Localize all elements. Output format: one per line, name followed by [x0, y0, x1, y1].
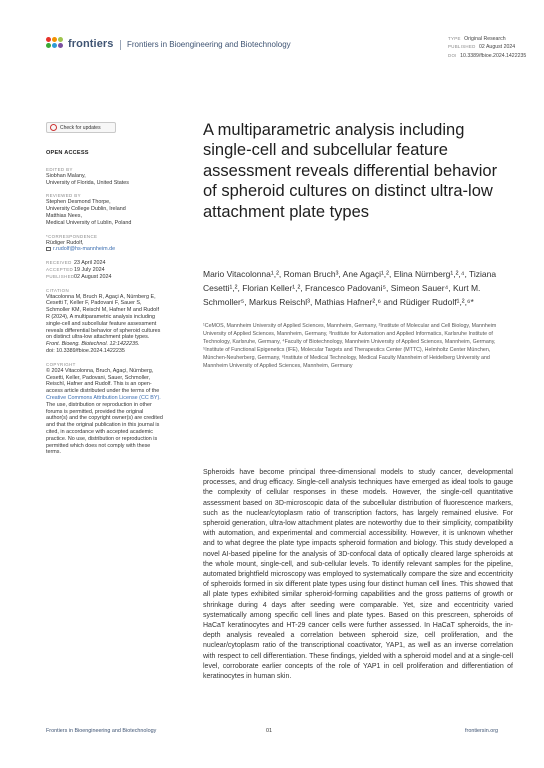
check-updates-icon [50, 124, 57, 131]
citation-doi[interactable]: doi: 10.3389/fbioe.2024.1422235 [46, 347, 125, 354]
correspondence-email[interactable]: r.rudolf@hs-mannheim.de [53, 246, 116, 253]
doi-value[interactable]: 10.3389/fbioe.2024.1422235 [460, 52, 527, 59]
article-sidebar [46, 150, 164, 463]
open-access-label: OPEN ACCESS [46, 150, 89, 156]
citation-journal: Front. Bioeng. Biotechnol. 12:1422235. [46, 341, 140, 348]
correspondence-block [46, 234, 164, 254]
frontiers-logo-icon [46, 37, 64, 51]
received-label: RECEIVED [46, 260, 72, 266]
logo-dot [46, 37, 51, 42]
reviewer-affiliation: University College Dublin, Ireland [46, 206, 126, 213]
type-value: Original Research [464, 36, 506, 42]
accepted-label: ACCEPTED [46, 266, 74, 272]
copyright-label: COPYRIGHT [46, 361, 76, 367]
citation-text: Vitacolonna M, Bruch R, Agaçi A, Nürnberg E, Cesetti T, Keller F, Padovani F, Sauer S, Schmoller KM, Reischl M, Hafner M and Rudolf R (2024), A multiparametric analysis including single-cell and subcellular feature assessment reveals differential behavior of spheroid cultures on distinct ultra-low attachment plate types. [46, 293, 161, 341]
accepted-date: 19 July 2024 [74, 266, 105, 273]
published-value: 02 August 2024 [479, 44, 516, 51]
edited-by-block [46, 167, 164, 187]
logo-text: frontiers [68, 38, 114, 50]
published-label: PUBLISHED [46, 273, 75, 279]
reviewed-by-label: REVIEWED BY [46, 193, 81, 199]
journal-name[interactable]: Frontiers in Bioengineering and Biotechnology [120, 40, 291, 50]
editor-affiliation: University of Florida, United States [46, 179, 129, 186]
page-number: 01 [266, 728, 272, 734]
copyright-block [46, 362, 164, 456]
check-updates-label: Check for updates [60, 124, 101, 131]
affiliations: ¹CeMOS, Mannheim University of Applied Sciences, Mannheim, Germany, ²Institute of Molecular and Cell Biology, Mannheim University of Applied Sciences, Mannheim, Germany, ³Institute for Automation and Applied Informatics, Karlsruhe Institute of Technology, Karlsruhe, Germany, ⁴Faculty of Biotechnology, Mannheim University of Applied Sciences, Mannheim, Germany, ⁵Institute of Functional Epigenetics (IFE), Molecular Targets and Therapeutics Center (MTTC), Helmholtz Center München, München-Neuherberg, Germany, ⁶Institute of Medical Technology, Medical Faculty Mannheim of Heidelberg University and Mannheim University of Applied Sciences, Mannheim, Germany [203, 323, 497, 369]
dates-block [46, 260, 164, 280]
doi-key: DOI [448, 52, 457, 58]
copyright-text: © 2024 Vitacolonna, Bruch, Agaçi, Nürnberg, Cesetti, Keller, Padovani, Sauer, Schmoller, Reischl, Hafner and Rudolf. This is an open-access article distributed under the terms of the [46, 367, 160, 395]
license-link[interactable]: Creative Commons Attribution License (CC BY). [46, 394, 161, 401]
abstract-text: Spheroids have become principal three-dimensional models to study cancer, developmental processes, and drug efficacy. Single-cell analysis techniques have emerged as ideal tools to gauge the complexity of cellular responses in these models. However, the single-cell quantitative assessment based on 3D-microscopic data of the subcellular distribution of fluorescence markers, such as the nuclear/cytoplasm ratio of transcription factors, has largely remained elusive. For spheroid generation, ultra-low attachment plates are noteworthy due to their simplicity, compatibility with automation, and experimental and commercial accessibility. However, it is unknown whether and to what degree the plate type impacts spheroid formation and biology. This study developed a novel AI-based pipeline for the analysis of 3D-confocal data of optically cleared large spheroids at the whole mount, single-cell, and sub-cellular levels. To identify relevant samples for the pipeline, automated brightfield microscopy was employed to systematically compare the size and eccentricity of spheroids formed in six different plate types using four distinct human cell lines. This showed that all plate types exhibited similar spheroid-forming capabilities and the gross patterns of growth or shrinkage during 4 days after seeding were comparable. Yet, size and eccentricity varied systematically among specific cell lines and plate types. Based on this prescreen, spheroids of HaCaT keratinocytes and HT-29 cancer cells were further assessed. In HaCaT spheroids, the in-depth analysis revealed a correlation between spheroid size, cell proliferation, and the nuclear/cytoplasm ratio of the transcriptional coactivator, YAP1, as well as an inverse correlation with respect to cell differentiation. These findings, yielded with a spheroid model and at a single-cell level, corroborate earlier concepts of the role of YAP1 in cell proliferation and differentiation of keratinocytes in human skin. [203, 469, 513, 681]
footer-site[interactable]: frontiersin.org [465, 728, 498, 734]
page-header [46, 35, 527, 59]
frontiers-logo[interactable] [46, 37, 114, 51]
logo-dot [46, 43, 51, 48]
author-list: Mario Vitacolonna¹,², Roman Bruch³, Ane Agaçi¹,², Elina Nürnberg¹,²,⁴, Tiziana Cesetti¹,², Florian Keller¹,², Francesco Padovani⁵, Simeon Sauer⁴, Kurt M. Schmoller⁵, Markus Reischl³, Mathias Hafner²,⁶ and Rüdiger Rudolf¹,²,⁶* [203, 269, 497, 307]
email-icon [46, 247, 51, 251]
type-key: TYPE [448, 36, 461, 41]
edited-by-label: EDITED BY [46, 166, 73, 172]
logo-dot [58, 37, 63, 42]
article-title: A multiparametric analysis including single-cell and subcellular feature assessment reveals differential behavior of spheroid cultures on distinct ultra-low attachment plate types [203, 121, 498, 221]
logo-dot [52, 43, 57, 48]
published-key: PUBLISHED [448, 44, 476, 50]
copyright-terms: The use, distribution or reproduction in other forums is permitted, provided the original author(s) and the copyright owner(s) are credited and that the original publication in this journal is cited, in accordance with accepted academic practice. No use, distribution or reproduction is permitted which does not comply with these terms. [46, 401, 163, 456]
reviewed-by-block [46, 193, 164, 226]
correspondence-name: Rüdiger Rudolf, [46, 239, 84, 246]
editor-name: Siobhan Malany, [46, 172, 86, 179]
reviewer-name: Matthias Nees, [46, 212, 82, 219]
citation-label: CITATION [46, 287, 70, 293]
published-date: 02 August 2024 [74, 273, 112, 280]
reviewer-affiliation: Medical University of Lublin, Poland [46, 219, 132, 226]
reviewer-name: Stephen Desmond Thorpe, [46, 199, 111, 206]
check-for-updates-button[interactable] [46, 122, 116, 133]
footer-journal: Frontiers in Bioengineering and Biotechnology [46, 728, 157, 734]
logo-dot [58, 43, 63, 48]
logo-dot [52, 37, 57, 42]
citation-block [46, 288, 164, 355]
correspondence-label: *CORRESPONDENCE [46, 233, 98, 239]
received-date: 23 April 2024 [74, 260, 106, 267]
article-meta [448, 35, 526, 60]
